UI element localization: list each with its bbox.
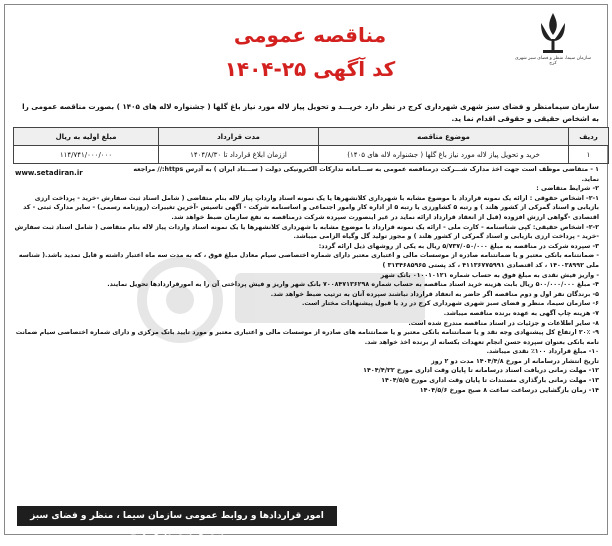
col-header-subject: موضوع مناقصه bbox=[319, 128, 569, 146]
term-item: ۲-۱- اشخاص حقوقی : ارائه یک نمونه قرارداد با موضوع مشابه با شهرداری کلانشهرها یا یک نمونه اسناد وارداتِ پیاز لاله بنام متقاضی ( شامل اسناد ثبت سفارش -خرید - پرداخت ارزی بازیابی و اسناد گمرکی از کشور هلند ) و رتبه ۵ کشاورزی یا رتبه ۵ از اداره کار وامور اجتماعی و اساسنامه شرکت - آگهی تاسیس -آخرین تغییرات (روزنامه رسمی) - سایر مدارک ثبتی - کد اقتصادی -گواهی ارزش افزوده (قبل از انعقاد قرارداد ارائه نماید در غیر اینصورت سپرده شرکت درمناقصه به نفع سازمان ضبط خواهد شد. bbox=[23, 194, 599, 221]
table-header-row bbox=[14, 128, 609, 146]
intro-paragraph: سازمان سیمامنظر و فضای سبز شهری شهرداری کرج در نظر دارد خریـــد و تحویل پیاز لاله مورد نیاز باغ گلها ( جشنواره لاله های ۱۴۰۵ ) بصورت مناقصه عمومی را به اشخاص حقیقی و حقوقی اقدام نما ید. bbox=[22, 102, 599, 123]
term-item: ۵- برندگان نفر اول و دوم مناقصه اگر حاضر به انعقاد قرارداد نباشند سپرده آنان به ترتیب ضبط خواهد شد. bbox=[270, 290, 599, 298]
tender-table bbox=[13, 127, 609, 164]
term-item: ۳- سپرده شرکت در مناقصه به مبلغ ۵/۷۳۷/۰۵۰/۰۰۰ ریال به یکی از روشهای ذیل ارائه گردد: bbox=[318, 242, 599, 250]
term-item: ۲-۲- اشخاص حقیقی: کپی شناسنامه - کارت ملی - ارائه یک نمونه قرارداد با موضوع مشابه با شهرداری کلانشهرها یا یک نمونه اسناد واردات پیاز لاله بنام متقاضی ( شامل اسناد ثبت سفارش -خرید - پرداخت ارزی بازیابی و اسناد گمرکی از کشور هلند ) و مجوز تولید گل وگیاه الزامی میباشد. bbox=[14, 223, 599, 241]
term-item: ۱۳- مهلت زمانی بارگذاری مستندات تا پایان وقت اداری مورخ ۱۴۰۴/۵/۵ bbox=[381, 377, 599, 385]
ad-code: کد آگهی ۲۵-۱۴۰۴ bbox=[224, 57, 396, 81]
term-item: ۴- مبلغ ۵۰۰/۰۰۰/۰۰۰ ریال بابت هزینه خرید اسناد مناقصه به حساب شماره ۷۰۰۸۴۷۱۳۶۲۹۸ بانک شهر واریز و فیش پرداختی آن را به امورقراردادها تحویل نمایند. bbox=[107, 281, 599, 289]
term-item: ۱ - متقاضی موظف است جهت اخذ مدارک شـــرکت درمناقصه عمومی به ســـامانه تدارکات الکترونیکی دولت ( ســـتاد ایران ) به آدرس https:// مراجعه نماید. bbox=[133, 166, 599, 183]
logo-caption: سازمان سیما، منظر و فضای سبز شهری کرج bbox=[514, 56, 592, 67]
footer-banner: امور قراردادها و روابط عمومی سازمان سیما ، منظر و فضای سبز شهری شهرداری کرج bbox=[17, 506, 337, 526]
organization-logo bbox=[513, 11, 593, 67]
table-row bbox=[14, 146, 609, 164]
term-item: تاریخ انتشار درسامانه از مورخ ۱۴۰۴/۴/۸ مدت دو ۲ روز bbox=[431, 357, 599, 365]
cell-row-number: ۱ bbox=[569, 146, 609, 164]
cell-subject: خرید و تحویل پیاز لاله مورد نیاز باغ گلها ( جشنواره لاله های ۱۴۰۵) bbox=[319, 146, 569, 164]
cell-duration: اززمان ابلاغ قرارداد تا ۱۴۰۴/۸/۳۰ bbox=[159, 146, 319, 164]
col-header-row-number: ردیف bbox=[569, 128, 609, 146]
page-title: مناقصه عمومی bbox=[233, 23, 387, 47]
term-item: ۷- هزینه چاپ آگهی به عهده برنده مناقصه میباشد. bbox=[443, 309, 599, 317]
term-item: ۱۴- زمان بازگشایی درساعت ساعت ۸ صبح مورخ ۱۴۰۴/۵/۶ bbox=[419, 386, 599, 394]
col-header-initial-amount: مبلغ اولیه به ریال bbox=[14, 128, 159, 146]
website-link[interactable]: www.setadiran.ir bbox=[15, 169, 83, 177]
term-item: ۶- سازمان سیما، منظر و فضای سبز شهری شهرداری کرج در رد یا قبول پیشنهادات مختار است. bbox=[302, 300, 599, 308]
cell-initial-amount: ۱۱۴/۷۴۱/۰۰۰/۰۰۰ bbox=[14, 146, 159, 164]
karaj-emblem-icon bbox=[533, 11, 573, 55]
term-item: ۹- ۲۰٪ ارتفاع کل پیشنهادی وجه نقد و یا ضمانتنامه بانکی معتبر و یا ضمانتنامه های صادره از موسسات مالی و اعتباری معتبر و مورد تایید بانک مرکزی و دارای شماره اختصاصی سیام ضمانت نامه بانکی بعنوان سپرده حسن انجام تعهدات بکسانه از برنده اخذ خواهد شد. bbox=[15, 329, 599, 346]
term-item: - واریز فیش نقدی به مبلغ فوق به حساب شماره ۰۱۰۰۱۰۱۲۱ بانک شهر bbox=[380, 271, 599, 279]
terms-list bbox=[13, 165, 599, 395]
term-item: ۱۰- مبلغ قرارداد ۱۰۰٪ نقدی میباشد. bbox=[486, 348, 599, 356]
term-item: - ضمانتنامه بانکی معتبر و یا ضمانتنامه صادره از موسسات مالی و اعتباری معتبر دارای شماره اختصاصی سیام معادل مبلغ فوق ، که به مدت سه ماه اعتبار داشته و قابل تمدید باشد.( شناسه ملی ۱۴۰۰۳۸۹۹۲ ، کد اقتصادی ۴۱۱۳۶۷۷۵۹۹۱ ، کد پستی ۳۱۳۴۶۸۵۹۶۵ ) bbox=[18, 252, 599, 269]
term-item: ۲- شرایط متقاضی : bbox=[536, 185, 599, 193]
term-item: ۸- سایر اطلاعات و جزئیات در اسناد مناقصه مندرج شده است. bbox=[408, 319, 599, 327]
col-header-duration: مدت قرارداد bbox=[159, 128, 319, 146]
term-item: ۱۲- مهلت زمانی دریافت اسناد درسامانه تا پایان وقت اداری مورخ ۱۴۰۴/۴/۲۲ bbox=[363, 367, 599, 375]
tender-advertisement bbox=[4, 4, 608, 541]
